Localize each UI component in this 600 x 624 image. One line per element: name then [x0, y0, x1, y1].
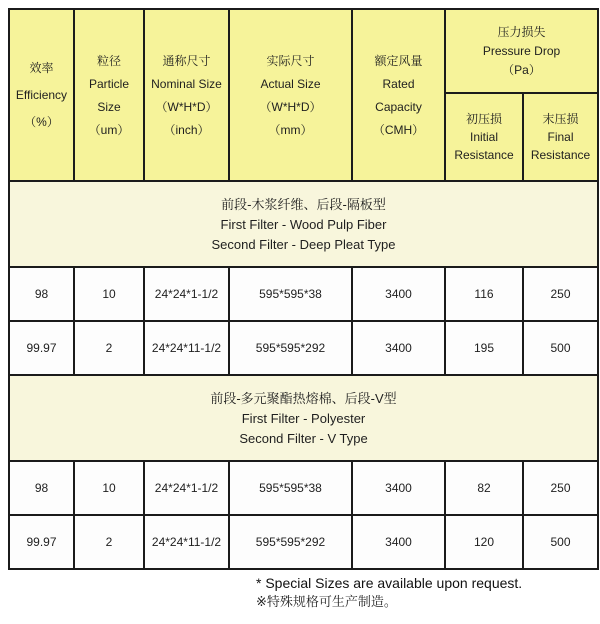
text-line: （%）: [24, 115, 59, 129]
header-cell-nominal-size: [144, 9, 229, 181]
text-line: 通称尺寸: [162, 53, 211, 68]
data-cell: 3400: [352, 321, 445, 375]
text-line: Particle: [88, 76, 129, 91]
header-cell-efficiency: [9, 9, 74, 181]
data-cell: 98: [9, 267, 74, 321]
data-row: [9, 515, 598, 569]
data-cell: 82: [445, 461, 523, 515]
text-line: Efficiency: [15, 88, 68, 102]
text-line: （um）: [88, 122, 130, 137]
data-cell: 99.97: [9, 321, 74, 375]
text-line: Capacity: [375, 99, 422, 114]
text-line: 粒径: [96, 53, 121, 68]
data-cell: 595*595*38: [229, 461, 352, 515]
data-row: [9, 321, 598, 375]
text-line: 末压损: [542, 112, 579, 126]
header-cell-particle-size: [74, 9, 144, 181]
data-cell: 3400: [352, 461, 445, 515]
data-cell: 250: [523, 267, 598, 321]
header-row: [9, 9, 598, 93]
text-line: （mm）: [268, 122, 313, 137]
data-cell: 10: [74, 267, 144, 321]
text-line: （Pa）: [502, 63, 541, 77]
text-line: Second Filter - V Type: [239, 430, 368, 446]
section-band-polyester: [9, 375, 598, 461]
data-cell: 24*24*11-1/2: [144, 515, 229, 569]
data-cell: 500: [523, 321, 598, 375]
text-line: 前段-木浆纤维、后段-隔板型: [221, 196, 386, 212]
text-line: First Filter - Polyester: [241, 410, 366, 426]
data-cell: 24*24*11-1/2: [144, 321, 229, 375]
data-cell: 24*24*1-1/2: [144, 461, 229, 515]
header-cell-final-resistance: [523, 93, 598, 181]
filter-spec-table: [8, 8, 599, 570]
data-row: [9, 267, 598, 321]
text-line: Size: [97, 99, 121, 114]
text-line: Nominal Size: [151, 76, 222, 91]
text-line: 前段-多元聚酯热熔棉、后段-V型: [210, 390, 397, 406]
data-cell: 24*24*1-1/2: [144, 267, 229, 321]
data-cell: 595*595*292: [229, 515, 352, 569]
data-cell: 2: [74, 321, 144, 375]
text-line: （inch）: [163, 122, 210, 137]
text-line: Rated: [382, 76, 415, 91]
text-line: Resistance: [454, 148, 514, 162]
text-line: Initial: [469, 130, 498, 144]
footnote: [256, 574, 522, 610]
data-cell: 10: [74, 461, 144, 515]
data-cell: 120: [445, 515, 523, 569]
data-cell: 3400: [352, 515, 445, 569]
footnote-english: * Special Sizes are available upon request.: [256, 575, 523, 591]
text-line: （CMH）: [372, 122, 425, 137]
footnote-chinese: ※特殊规格可生产制造。: [256, 594, 397, 609]
text-line: Final: [547, 130, 574, 144]
data-cell: 250: [523, 461, 598, 515]
section-band-cell: [9, 375, 598, 461]
data-cell: 98: [9, 461, 74, 515]
data-cell: 3400: [352, 267, 445, 321]
text-line: （W*H*D）: [259, 99, 322, 114]
data-cell: 99.97: [9, 515, 74, 569]
text-line: 压力损失: [497, 25, 546, 39]
text-line: Second Filter - Deep Pleat Type: [211, 236, 396, 252]
data-cell: 195: [445, 321, 523, 375]
data-cell: 2: [74, 515, 144, 569]
header-cell-rated-capacity: [352, 9, 445, 181]
text-line: 效率: [29, 61, 54, 75]
header-cell-pressure-drop: [445, 9, 598, 93]
text-line: （W*H*D）: [155, 99, 218, 114]
text-line: Actual Size: [260, 76, 321, 91]
data-cell: 116: [445, 267, 523, 321]
section-band-cell: [9, 181, 598, 267]
header-cell-initial-resistance: [445, 93, 523, 181]
text-line: First Filter - Wood Pulp Fiber: [220, 216, 387, 232]
data-cell: 500: [523, 515, 598, 569]
data-cell: 595*595*38: [229, 267, 352, 321]
section-band-wood-pulp: [9, 181, 598, 267]
data-cell: 595*595*292: [229, 321, 352, 375]
text-line: Resistance: [530, 148, 591, 162]
text-line: 实际尺寸: [266, 53, 315, 68]
data-row: [9, 461, 598, 515]
text-line: Pressure Drop: [482, 44, 561, 58]
text-line: 初压损: [465, 112, 502, 126]
header-cell-actual-size: [229, 9, 352, 181]
text-line: 额定风量: [374, 53, 423, 68]
